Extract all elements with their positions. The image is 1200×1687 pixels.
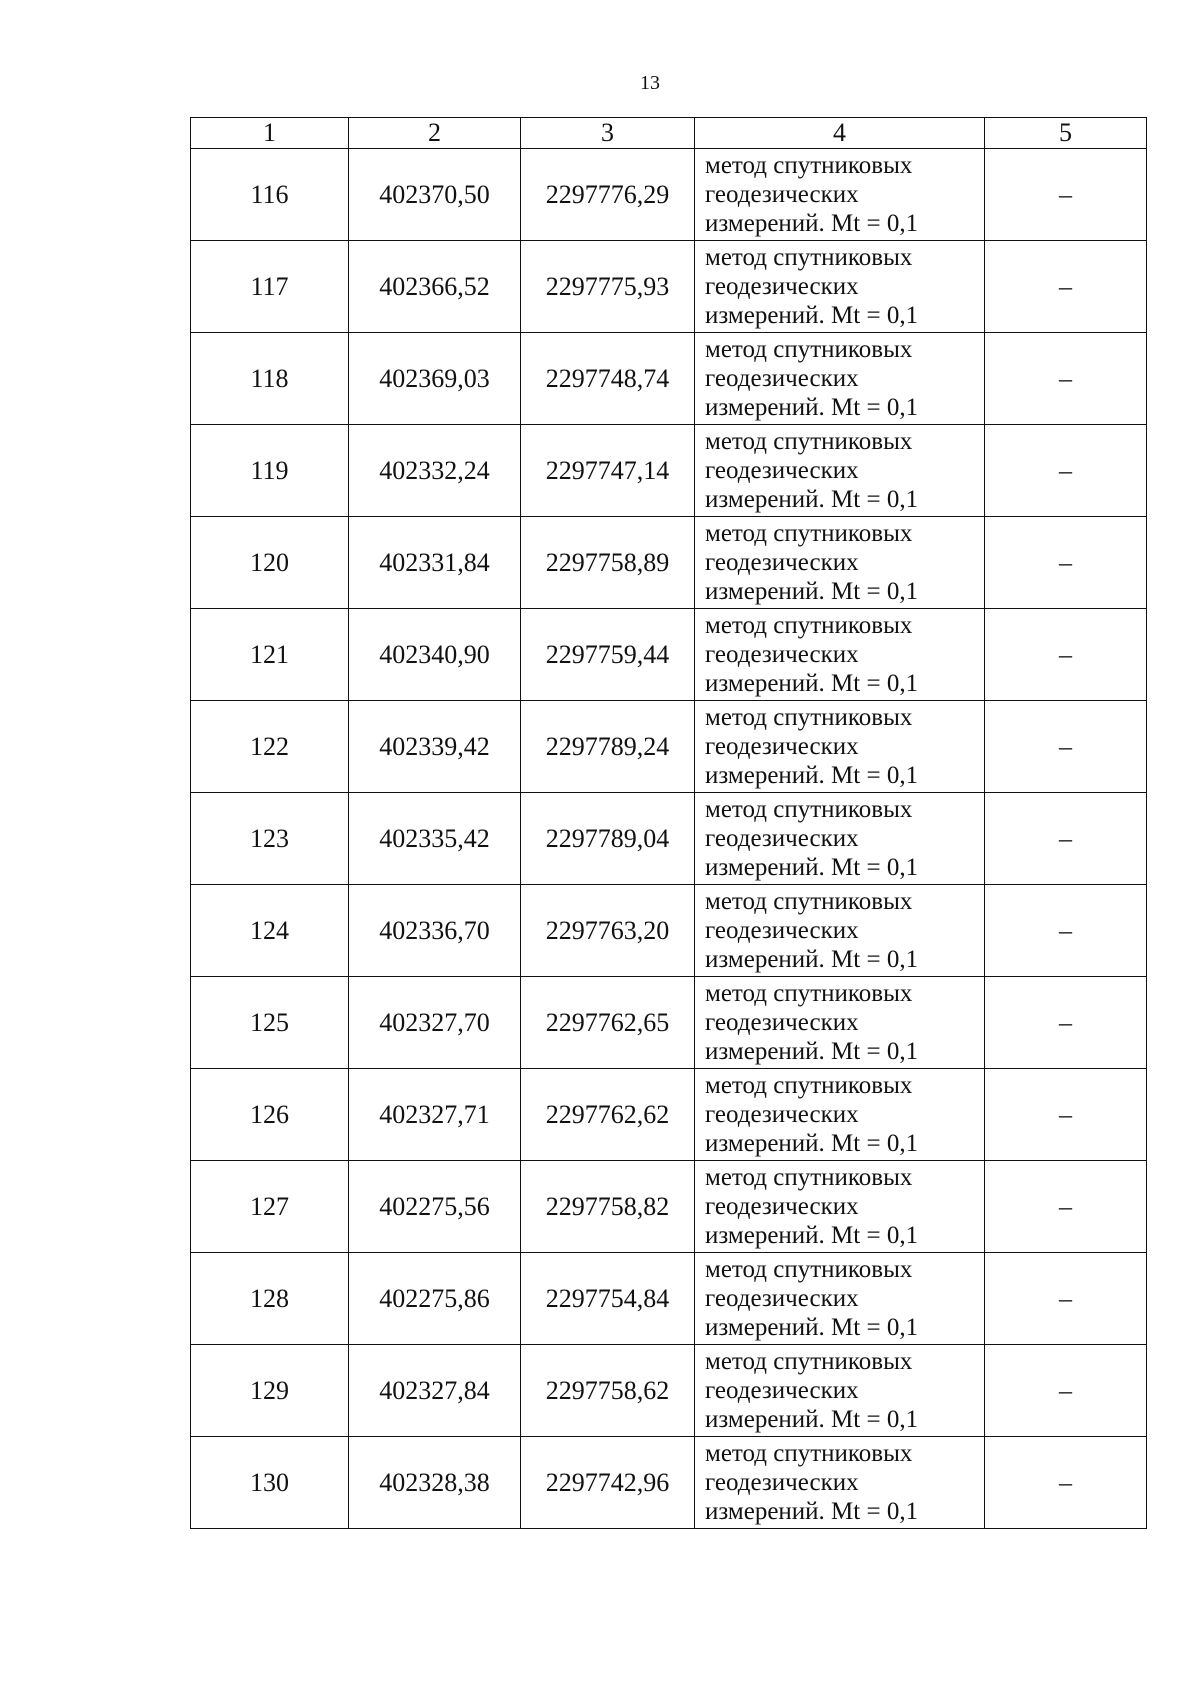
note-cell: –	[985, 609, 1147, 701]
coord-x-cell: 402327,84	[349, 1345, 521, 1437]
method-line: измерений. Mt = 0,1	[705, 486, 919, 513]
method-line: метод спутниковых	[705, 1440, 913, 1467]
point-number-cell: 126	[191, 1069, 349, 1161]
coord-y-cell: 2297762,65	[521, 977, 695, 1069]
point-number-cell: 120	[191, 517, 349, 609]
table-header	[191, 118, 1147, 149]
method-line: измерений. Mt = 0,1	[705, 1222, 919, 1249]
coord-x-cell: 402369,03	[349, 333, 521, 425]
method-cell	[695, 1069, 985, 1161]
method-line: геодезических	[705, 1469, 859, 1496]
method-line: измерений. Mt = 0,1	[705, 210, 919, 237]
method-line: метод спутниковых	[705, 244, 913, 271]
table-row	[191, 1161, 1147, 1253]
table-row	[191, 1253, 1147, 1345]
method-line: метод спутниковых	[705, 520, 913, 547]
method-cell	[695, 977, 985, 1069]
method-cell	[695, 1161, 985, 1253]
point-number-cell: 129	[191, 1345, 349, 1437]
point-number-cell: 123	[191, 793, 349, 885]
table-row	[191, 149, 1147, 241]
coord-y-cell: 2297747,14	[521, 425, 695, 517]
method-line: метод спутниковых	[705, 1072, 913, 1099]
method-line: геодезических	[705, 181, 859, 208]
method-line: геодезических	[705, 1101, 859, 1128]
method-line: геодезических	[705, 825, 859, 852]
coord-y-cell: 2297748,74	[521, 333, 695, 425]
method-line: метод спутниковых	[705, 888, 913, 915]
note-cell: –	[985, 1437, 1147, 1529]
coord-y-cell: 2297776,29	[521, 149, 695, 241]
point-number-cell: 128	[191, 1253, 349, 1345]
point-number-cell: 121	[191, 609, 349, 701]
note-cell: –	[985, 1345, 1147, 1437]
coord-x-cell: 402275,86	[349, 1253, 521, 1345]
point-number-cell: 124	[191, 885, 349, 977]
method-cell	[695, 609, 985, 701]
table-row	[191, 609, 1147, 701]
table-row	[191, 1437, 1147, 1529]
table-row	[191, 241, 1147, 333]
method-line: измерений. Mt = 0,1	[705, 394, 919, 421]
point-number-cell: 127	[191, 1161, 349, 1253]
page-number: 13	[640, 72, 660, 94]
method-line: измерений. Mt = 0,1	[705, 1498, 919, 1525]
point-number-cell: 116	[191, 149, 349, 241]
coord-y-cell: 2297742,96	[521, 1437, 695, 1529]
note-cell: –	[985, 1069, 1147, 1161]
method-cell	[695, 793, 985, 885]
point-number-cell: 125	[191, 977, 349, 1069]
method-cell	[695, 149, 985, 241]
method-line: измерений. Mt = 0,1	[705, 1038, 919, 1065]
method-line: метод спутниковых	[705, 980, 913, 1007]
coordinates-table	[190, 117, 1147, 1529]
method-line: метод спутниковых	[705, 152, 913, 179]
method-line: геодезических	[705, 365, 859, 392]
table-row	[191, 701, 1147, 793]
note-cell: –	[985, 149, 1147, 241]
method-line: метод спутниковых	[705, 336, 913, 363]
point-number-cell: 130	[191, 1437, 349, 1529]
coord-y-cell: 2297758,82	[521, 1161, 695, 1253]
method-line: метод спутниковых	[705, 1164, 913, 1191]
method-cell	[695, 425, 985, 517]
note-cell: –	[985, 425, 1147, 517]
coord-y-cell: 2297754,84	[521, 1253, 695, 1345]
table-row	[191, 517, 1147, 609]
coord-y-cell: 2297789,04	[521, 793, 695, 885]
point-number-cell: 118	[191, 333, 349, 425]
note-cell: –	[985, 333, 1147, 425]
note-cell: –	[985, 793, 1147, 885]
point-number-cell: 117	[191, 241, 349, 333]
table-row	[191, 885, 1147, 977]
coord-x-cell: 402370,50	[349, 149, 521, 241]
table-row	[191, 425, 1147, 517]
coord-x-cell: 402340,90	[349, 609, 521, 701]
point-number-cell: 122	[191, 701, 349, 793]
method-line: геодезических	[705, 457, 859, 484]
table-row	[191, 333, 1147, 425]
method-line: геодезических	[705, 1193, 859, 1220]
method-cell	[695, 1345, 985, 1437]
note-cell: –	[985, 517, 1147, 609]
coord-x-cell: 402331,84	[349, 517, 521, 609]
coord-x-cell: 402339,42	[349, 701, 521, 793]
note-cell: –	[985, 977, 1147, 1069]
table-body	[191, 149, 1147, 1529]
method-line: геодезических	[705, 549, 859, 576]
note-cell: –	[985, 1253, 1147, 1345]
coord-x-cell: 402366,52	[349, 241, 521, 333]
coord-y-cell: 2297763,20	[521, 885, 695, 977]
coord-y-cell: 2297758,89	[521, 517, 695, 609]
method-line: метод спутниковых	[705, 1256, 913, 1283]
coord-x-cell: 402336,70	[349, 885, 521, 977]
method-line: метод спутниковых	[705, 612, 913, 639]
method-line: геодезических	[705, 641, 859, 668]
method-line: метод спутниковых	[705, 796, 913, 823]
point-number-cell: 119	[191, 425, 349, 517]
coord-y-cell: 2297758,62	[521, 1345, 695, 1437]
note-cell: –	[985, 701, 1147, 793]
coord-y-cell: 2297789,24	[521, 701, 695, 793]
header-col-1: 1	[191, 118, 349, 149]
coord-x-cell: 402275,56	[349, 1161, 521, 1253]
method-line: метод спутниковых	[705, 428, 913, 455]
method-line: измерений. Mt = 0,1	[705, 1406, 919, 1433]
method-line: геодезических	[705, 1009, 859, 1036]
note-cell: –	[985, 241, 1147, 333]
coord-y-cell: 2297762,62	[521, 1069, 695, 1161]
method-cell	[695, 517, 985, 609]
table-row	[191, 793, 1147, 885]
method-line: измерений. Mt = 0,1	[705, 578, 919, 605]
method-cell	[695, 701, 985, 793]
method-line: измерений. Mt = 0,1	[705, 762, 919, 789]
method-line: метод спутниковых	[705, 1348, 913, 1375]
coord-y-cell: 2297775,93	[521, 241, 695, 333]
method-cell	[695, 885, 985, 977]
method-line: метод спутниковых	[705, 704, 913, 731]
coord-y-cell: 2297759,44	[521, 609, 695, 701]
method-line: геодезических	[705, 733, 859, 760]
note-cell: –	[985, 885, 1147, 977]
header-col-4: 4	[695, 118, 985, 149]
method-line: геодезических	[705, 1377, 859, 1404]
coord-x-cell: 402327,71	[349, 1069, 521, 1161]
note-cell: –	[985, 1161, 1147, 1253]
header-col-5: 5	[985, 118, 1147, 149]
coord-x-cell: 402328,38	[349, 1437, 521, 1529]
method-line: измерений. Mt = 0,1	[705, 854, 919, 881]
table-row	[191, 1069, 1147, 1161]
method-cell	[695, 333, 985, 425]
header-col-3: 3	[521, 118, 695, 149]
method-line: геодезических	[705, 1285, 859, 1312]
method-line: измерений. Mt = 0,1	[705, 1130, 919, 1157]
coord-x-cell: 402332,24	[349, 425, 521, 517]
method-cell	[695, 1253, 985, 1345]
method-line: измерений. Mt = 0,1	[705, 1314, 919, 1341]
coord-x-cell: 402327,70	[349, 977, 521, 1069]
method-line: геодезических	[705, 917, 859, 944]
header-col-2: 2	[349, 118, 521, 149]
method-line: геодезических	[705, 273, 859, 300]
method-cell	[695, 1437, 985, 1529]
method-cell	[695, 241, 985, 333]
method-line: измерений. Mt = 0,1	[705, 302, 919, 329]
table-row	[191, 977, 1147, 1069]
method-line: измерений. Mt = 0,1	[705, 946, 919, 973]
coord-x-cell: 402335,42	[349, 793, 521, 885]
header-row	[191, 118, 1147, 149]
method-line: измерений. Mt = 0,1	[705, 670, 919, 697]
table-row	[191, 1345, 1147, 1437]
